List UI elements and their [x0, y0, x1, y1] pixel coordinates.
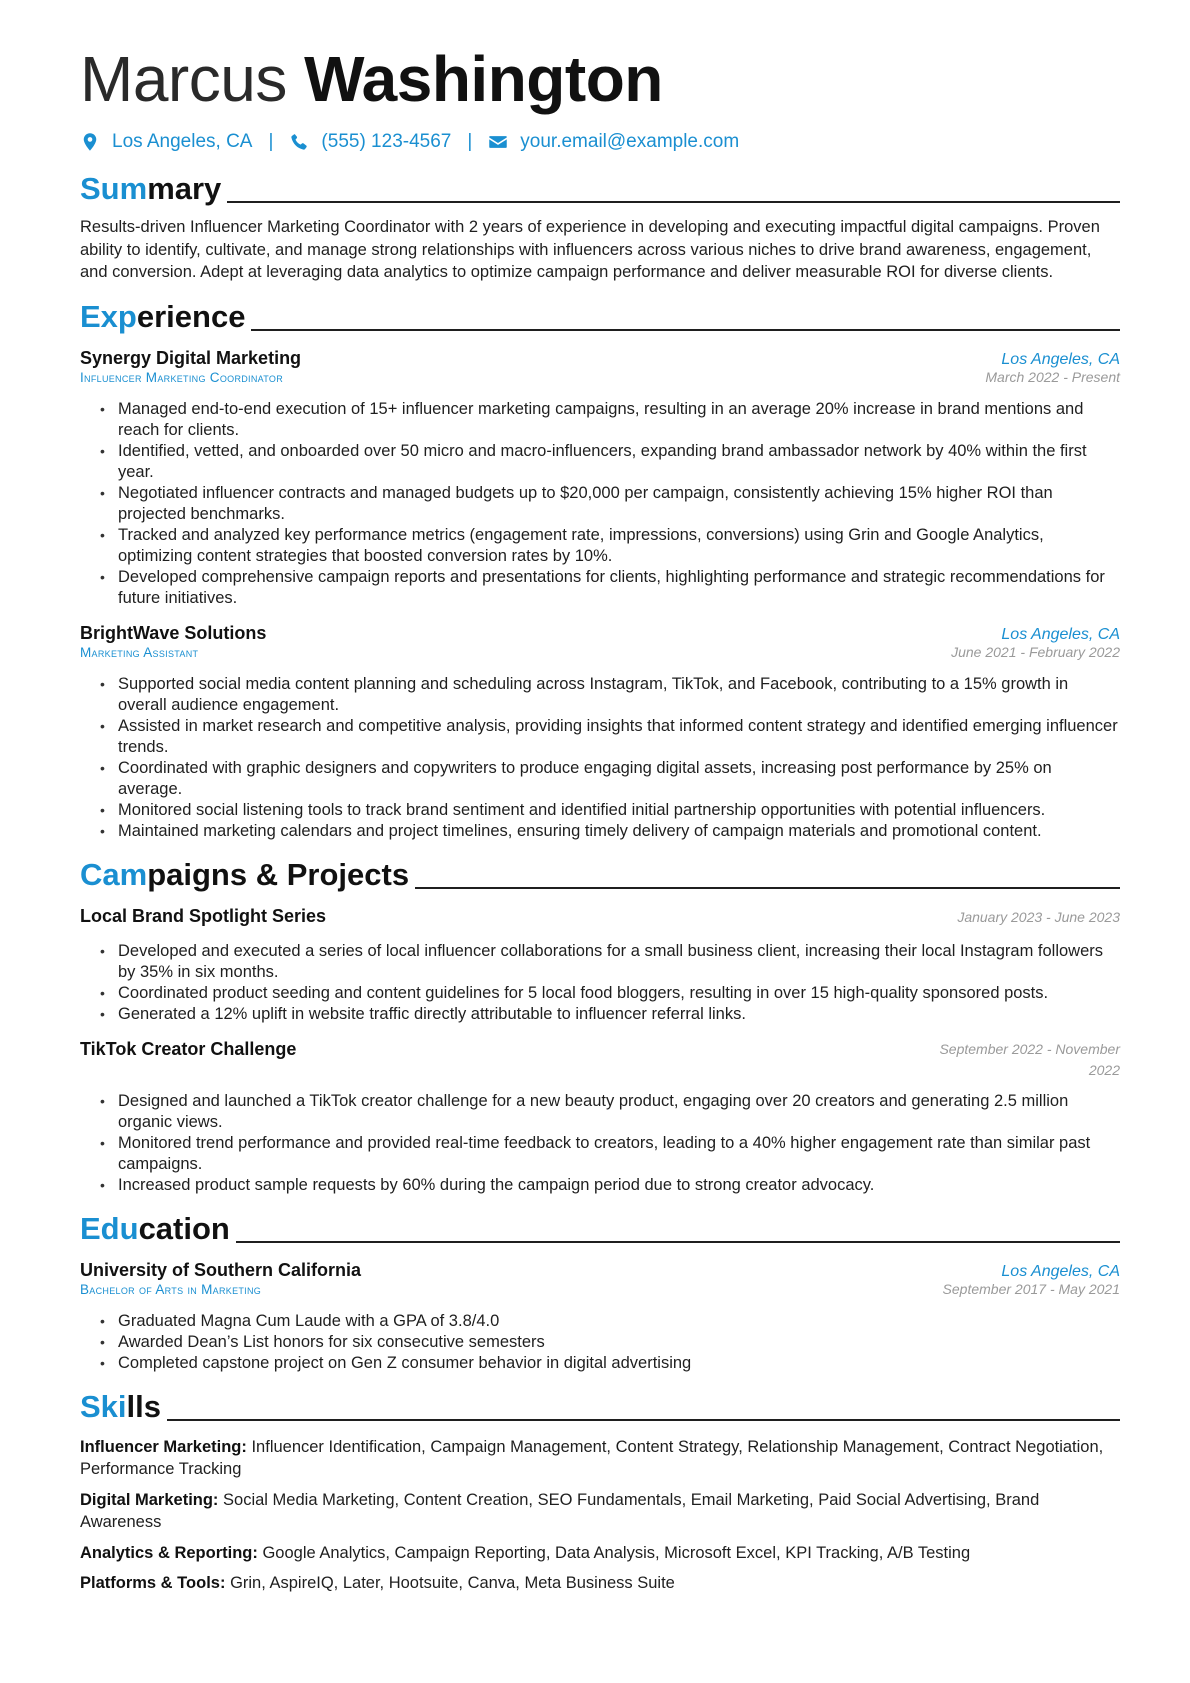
contact-separator: | [268, 131, 274, 152]
section-education-heading [80, 1212, 1120, 1246]
summary-text: Results-driven Influencer Marketing Coordinator with 2 years of experience in developing and executing impactful digital campaigns. Proven ability to identify, cultivate, and manage strong relationships with influencers across various niches to drive brand awareness, engagement, and conversion. Adept at leveraging data analytics to optimize campaign performance and deliver measurable ROI for diverse clients. [80, 218, 1100, 281]
section-title-accent: Ski [80, 1388, 127, 1424]
employer-name: BrightWave Solutions [80, 622, 267, 643]
location-text: Los Angeles, CA [112, 131, 253, 152]
email-text: your.email@example.com [520, 131, 740, 152]
section-campaigns-heading [80, 858, 1120, 892]
campaign-dates: January 2023 - June 2023 [957, 908, 1120, 925]
resume-page [80, 40, 1120, 1603]
section-rule [415, 887, 1120, 889]
bullet-item: • Increased product sample requests by 60% during the campaign period due to strong creator advocacy. [80, 1175, 1120, 1196]
candidate-name [80, 40, 1120, 118]
bullet-item: • Developed comprehensive campaign reports and presentations for clients, highlighting performance and strategic recommendations for future initiatives. [80, 567, 1120, 609]
section-rule [236, 1241, 1120, 1243]
campaign-title: Local Brand Spotlight Series [80, 905, 327, 926]
campaign-dates: September 2022 - November 2022 [939, 1040, 1120, 1078]
section-title-accent: Sum [80, 171, 148, 206]
bullet-item: • Assisted in market research and competitive analysis, providing insights that informed content strategy and identified emerging influencer trends. [80, 716, 1120, 758]
contact-bar [80, 128, 1120, 156]
section-title-accent: Cam [80, 856, 148, 892]
section-title [80, 300, 245, 334]
campaign-entry [80, 906, 1120, 1025]
section-experience-heading [80, 300, 1120, 334]
bullet-item: • Coordinated with graphic designers and copywriters to produce engaging digital assets, increasing post performance by 25% on average. [80, 758, 1120, 800]
skill-row [80, 1436, 1120, 1481]
campaign-bullets [80, 941, 1120, 1025]
section-title-rest: mary [147, 171, 222, 206]
school-location: Los Angeles, CA [1001, 1262, 1120, 1280]
contact-phone[interactable] [289, 131, 451, 153]
skill-label: Digital Marketing: [80, 1490, 219, 1509]
education-dates: September 2017 - May 2021 [942, 1280, 1120, 1297]
section-title-rest: lls [126, 1388, 161, 1424]
bullet-item: • Managed end-to-end execution of 15+ influencer marketing campaigns, resulting in an average 20% increase in brand mentions and reach for clients. [80, 399, 1120, 441]
skill-items: Social Media Marketing, Content Creation, SEO Fundamentals, Email Marketing, Paid Social Advertising, Brand Awareness [80, 1490, 1040, 1531]
campaign-title: TikTok Creator Challenge [80, 1038, 297, 1059]
section-rule [227, 201, 1120, 203]
section-title-rest: cation [138, 1210, 230, 1246]
experience-entry [80, 623, 1120, 842]
job-dates: March 2022 - Present [985, 368, 1120, 385]
section-summary-heading [80, 172, 1120, 206]
school-name: University of Southern California [80, 1259, 362, 1280]
section-rule [167, 1419, 1120, 1421]
bullet-item: • Negotiated influencer contracts and managed budgets up to $20,000 per campaign, consistently achieving 15% higher ROI than projected benchmarks. [80, 483, 1120, 525]
job-title: Influencer Marketing Coordinator [80, 369, 284, 385]
campaign-entry [80, 1039, 1120, 1196]
section-title [80, 172, 221, 206]
skill-row [80, 1572, 1120, 1595]
education-bullets [80, 1311, 1120, 1374]
skill-label: Platforms & Tools: [80, 1574, 226, 1592]
section-title [80, 858, 409, 892]
bullet-item: • Tracked and analyzed key performance metrics (engagement rate, impressions, conversions) using Grin and Google Analytics, optimizing content strategies that boosted conversion rates by 10%. [80, 525, 1120, 567]
job-location: Los Angeles, CA [1001, 350, 1120, 368]
skill-row [80, 1542, 1120, 1565]
section-title-rest: erience [136, 298, 246, 334]
bullet-item: • Maintained marketing calendars and project timelines, ensuring timely delivery of campaign materials and promotional content. [80, 821, 1120, 842]
job-dates: June 2021 - February 2022 [951, 643, 1120, 660]
skill-items: Google Analytics, Campaign Reporting, Data Analysis, Microsoft Excel, KPI Tracking, A/B Testing [262, 1543, 971, 1562]
skill-items: Grin, AspireIQ, Later, Hootsuite, Canva, Meta Business Suite [230, 1574, 675, 1592]
skill-label: Analytics & Reporting: [80, 1543, 258, 1562]
section-title-accent: Edu [80, 1210, 139, 1246]
section-title [80, 1390, 161, 1424]
map-pin-icon [80, 132, 100, 152]
skill-label: Influencer Marketing: [80, 1437, 247, 1456]
bullet-item: • Designed and launched a TikTok creator challenge for a new beauty product, engaging over 20 creators and generating 2.5 million organic views. [80, 1091, 1120, 1133]
bullet-item: • Identified, vetted, and onboarded over 50 micro and macro-influencers, expanding brand ambassador network by 40% within the first year. [80, 441, 1120, 483]
bullet-item: • Graduated Magna Cum Laude with a GPA of 3.8/4.0 [80, 1311, 1120, 1332]
contact-location [80, 131, 252, 153]
job-bullets [80, 674, 1120, 842]
last-name: Washington [304, 43, 663, 115]
bullet-item: • Generated a 12% uplift in website traffic directly attributable to influencer referral links. [80, 1004, 1120, 1025]
phone-icon [289, 132, 309, 152]
phone-text: (555) 123-4567 [321, 131, 452, 152]
bullet-item: • Developed and executed a series of local influencer collaborations for a small business client, increasing their local Instagram followers by 35% in six months. [80, 941, 1120, 983]
contact-email[interactable] [488, 131, 739, 153]
bullet-item: • Completed capstone project on Gen Z consumer behavior in digital advertising [80, 1353, 1120, 1374]
bullet-item: • Awarded Dean’s List honors for six consecutive semesters [80, 1332, 1120, 1353]
bullet-item: • Monitored trend performance and provided real-time feedback to creators, leading to a 40% higher engagement rate than similar past campaigns. [80, 1133, 1120, 1175]
skill-items: Influencer Identification, Campaign Management, Content Strategy, Relationship Management, Contract Negotiation, Performance Tracking [80, 1437, 1104, 1478]
employer-name: Synergy Digital Marketing [80, 347, 302, 368]
first-name: Marcus [80, 43, 287, 115]
section-skills-heading [80, 1390, 1120, 1424]
section-title-rest: paigns & Projects [147, 856, 410, 892]
degree: Bachelor of Arts in Marketing [80, 1281, 262, 1297]
skill-row [80, 1489, 1120, 1534]
bullet-item: • Supported social media content planning and scheduling across Instagram, TikTok, and Facebook, contributing to a 15% growth in overall audience engagement. [80, 674, 1120, 716]
job-title: Marketing Assistant [80, 644, 199, 660]
job-location: Los Angeles, CA [1001, 625, 1120, 643]
education-entry [80, 1260, 1120, 1374]
campaign-bullets [80, 1091, 1120, 1196]
section-title [80, 1212, 230, 1246]
skills-list [80, 1436, 1120, 1595]
bullet-item: • Coordinated product seeding and content guidelines for 5 local food bloggers, resulting in over 15 high-quality sponsored posts. [80, 983, 1120, 1004]
job-bullets [80, 399, 1120, 609]
bullet-item: • Monitored social listening tools to track brand sentiment and identified initial partnership opportunities with potential influencers. [80, 800, 1120, 821]
experience-entry [80, 348, 1120, 609]
section-rule [251, 329, 1120, 331]
envelope-icon [488, 132, 508, 152]
section-title-accent: Exp [80, 298, 137, 334]
contact-separator: | [467, 131, 473, 152]
